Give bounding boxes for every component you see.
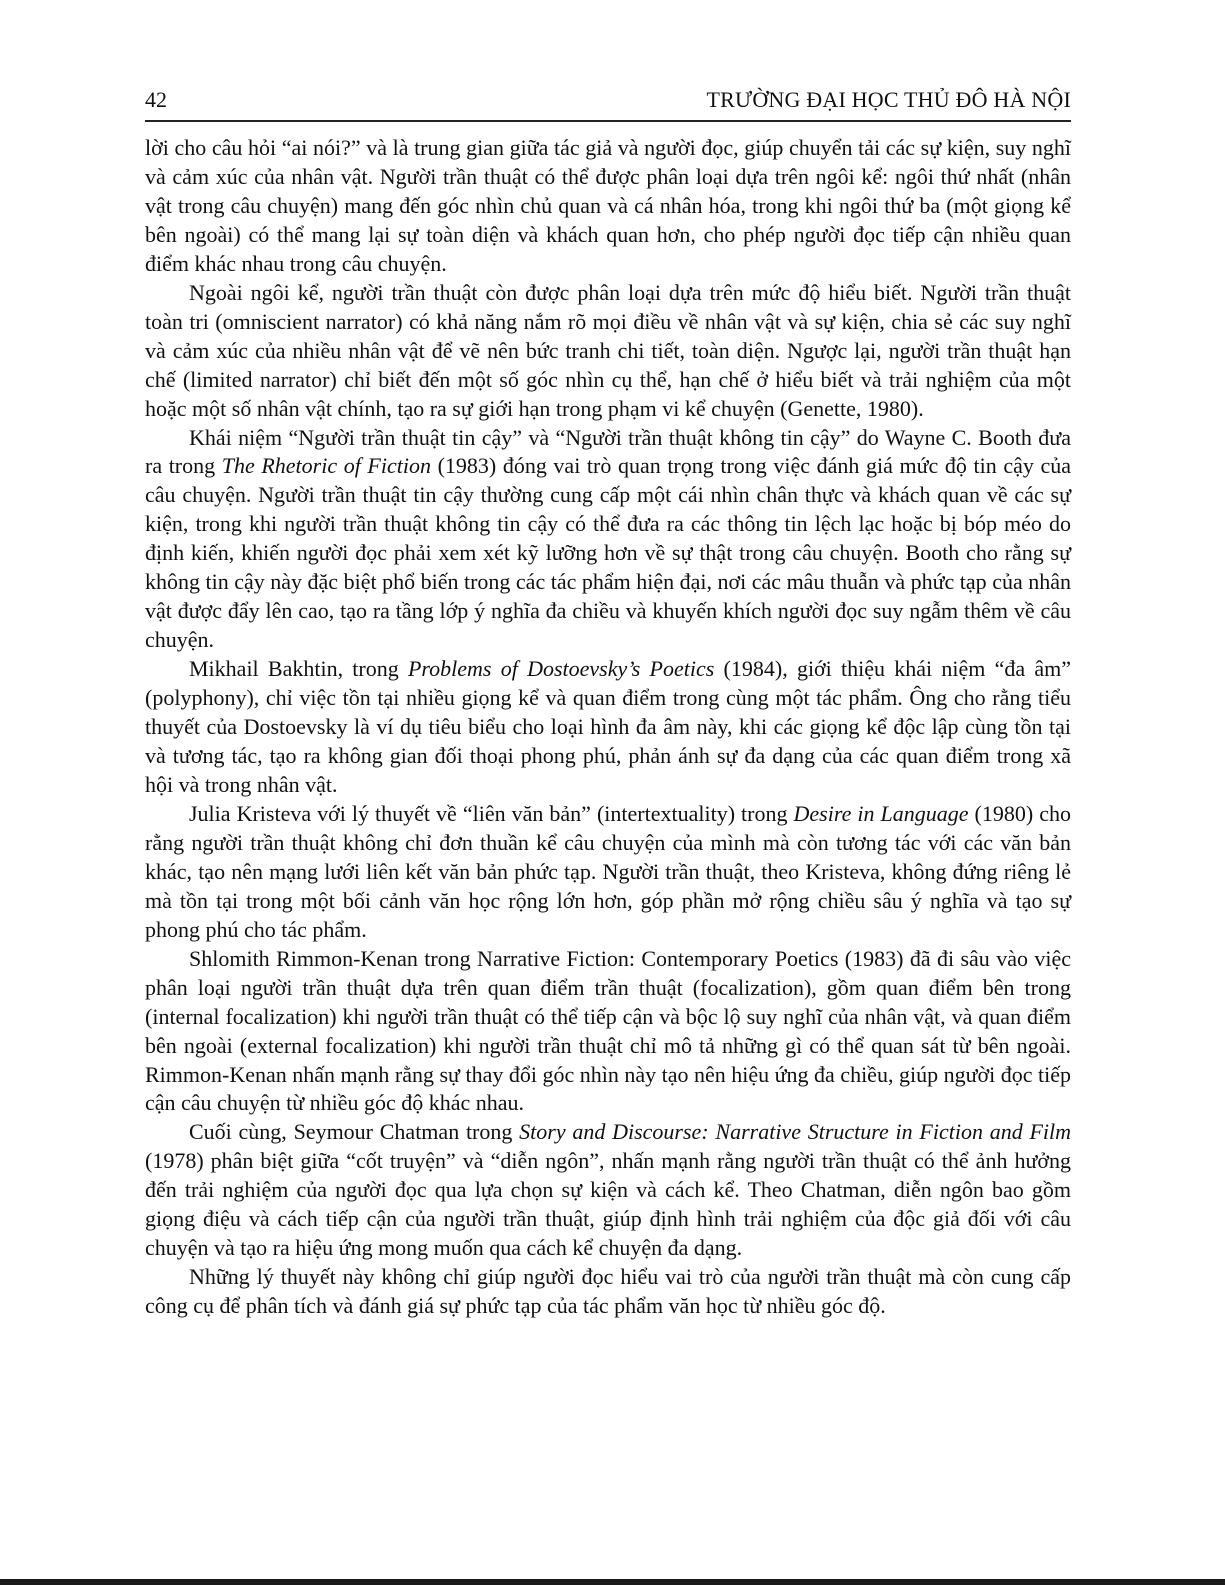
paragraph-text: Ngoài ngôi kể, người trần thuật còn được phân loại dựa trên mức độ hiểu biết. Người trần thuật toàn tri (omniscient narrator) có khả năng nắm rõ mọi điều về nhân vật và sự kiện, chia sẻ các suy nghĩ và cảm xúc của nhiều nhân vật để vẽ nên bức tranh chi tiết, toàn diện. Ngược lại, người trần thuật hạn chế (limited narrator) chỉ biết đến một số góc nhìn cụ thể, hạn chế ở hiểu biết và trải nghiệm của một hoặc một số nhân vật chính, tạo ra sự giới hạn trong phạm vi kể chuyện (Genette, 1980). bbox=[145, 279, 1071, 421]
scan-bottom-edge bbox=[0, 1579, 1225, 1585]
page-header bbox=[145, 86, 1071, 122]
paragraph-text: Những lý thuyết này không chỉ giúp người đọc hiểu vai trò của người trần thuật mà còn cung cấp công cụ để phân tích và đánh giá sự phức tạp của tác phẩm văn học từ nhiều góc độ. bbox=[145, 1264, 1071, 1319]
paragraph-text: Julia Kristeva với lý thuyết về “liên văn bản” (intertextuality) trong bbox=[189, 800, 794, 826]
page-number: 42 bbox=[145, 87, 167, 112]
book-title: Story and Discourse: Narrative Structure in Fiction and Film bbox=[519, 1119, 1072, 1145]
paragraph-text: Shlomith Rimmon-Kenan trong Narrative Fiction: Contemporary Poetics (1983) đã đi sâu vào việc phân loại người trần thuật dựa trên quan điểm trần thuật (focalization), gồm quan điểm bên trong (internal focalization) khi người trần thuật có thể tiếp cận và bộc lộ suy nghĩ của nhân vật, và quan điểm bên ngoài (external focalization) khi người trần thuật chỉ mô tả những gì có thể quan sát từ bên ngoài. Rimmon-Kenan nhấn mạnh rằng sự thay đổi góc nhìn này tạo nên hiệu ứng đa chiều, giúp người đọc tiếp cận câu chuyện từ nhiều góc độ khác nhau. bbox=[145, 945, 1071, 1116]
paragraph-text: (1983) đóng vai trò quan trọng trong việc đánh giá mức độ tin cậy của câu chuyện. Người trần thuật tin cậy thường cung cấp một cái nhìn chân thực và khách quan về các sự kiện, trong khi người trần thuật không tin cậy có thể đưa ra các thông tin lệch lạc hoặc bị bóp méo do định kiến, khiến người đọc phải xem xét kỹ lưỡng hơn về sự thật trong câu chuyện. Booth cho rằng sự không tin cậy này đặc biệt phổ biến trong các tác phẩm hiện đại, nơi các mâu thuẫn và phức tạp của nhân vật được đẩy lên cao, tạo ra tầng lớp ý nghĩa đa chiều và khuyến khích người đọc suy ngẫm thêm về câu chuyện. bbox=[145, 453, 1072, 653]
paragraph-kristeva-intertextuality bbox=[145, 800, 1071, 945]
paragraph-narrator-knowledge bbox=[145, 279, 1071, 424]
paragraph-text: lời cho câu hỏi “ai nói?” và là trung gian giữa tác giả và người đọc, giúp chuyển tải các sự kiện, suy nghĩ và cảm xúc của nhân vật. Người trần thuật có thể được phân loại dựa trên ngôi kể: ngôi thứ nhất (nhân vật trong câu chuyện) mang đến góc nhìn chủ quan và cá nhân hóa, trong khi ngôi thứ ba (một giọng kể bên ngoài) có thể mang lại sự toàn diện và khách quan hơn, cho phép người đọc tiếp cận nhiều quan điểm khác nhau trong câu chuyện. bbox=[145, 135, 1071, 276]
paragraph-rimmon-kenan-focalization bbox=[145, 945, 1071, 1119]
paragraph-text: (1980) cho rằng người trần thuật không chỉ đơn thuần kể câu chuyện của mình mà còn tương tác với các văn bản khác, tạo nên mạng lưới liên kết văn bản phức tạp. Người trần thuật, theo Kristeva, không đứng riêng lẻ mà tồn tại trong một bối cảnh văn học rộng lớn hơn, góp phần mở rộng chiều sâu ý nghĩa và tạo sự phong phú cho tác phẩm. bbox=[145, 800, 1071, 942]
paragraph-narrator-definition bbox=[145, 134, 1071, 279]
book-title: Problems of Dostoevsky’s Poetics bbox=[407, 656, 715, 682]
paragraph-booth-reliability bbox=[145, 424, 1071, 656]
paragraph-text: (1984), giới thiệu khái niệm “đa âm” (polyphony), chỉ việc tồn tại nhiều giọng kể và quan điểm trong cùng một tác phẩm. Ông cho rằng tiểu thuyết của Dostoevsky là ví dụ tiêu biểu cho loại hình đa âm này, khi các giọng kể độc lập cùng tồn tại và tương tác, tạo ra không gian đối thoại phong phú, phản ánh sự đa dạng của các quan điểm trong xã hội và trong nhân vật. bbox=[145, 656, 1072, 797]
paragraph-text: Khái niệm “Người trần thuật tin cậy” và “Người trần thuật không tin cậy” do Wayne C. Booth đưa ra trong bbox=[145, 424, 1071, 479]
journal-name: TRƯỜNG ĐẠI HỌC THỦ ĐÔ HÀ NỘI bbox=[706, 87, 1071, 112]
book-title: Desire in Language bbox=[793, 800, 969, 826]
book-title: The Rhetoric of Fiction bbox=[221, 453, 431, 479]
paragraph-text: (1978) phân biệt giữa “cốt truyện” và “diễn ngôn”, nhấn mạnh rằng người trần thuật có thể ảnh hưởng đến trải nghiệm của người đọc qua lựa chọn sự kiện và cách kể. Theo Chatman, diễn ngôn bao gồm giọng điệu và cách tiếp cận của người trần thuật, giúp định hình trải nghiệm của độc giả đối với câu chuyện và tạo ra hiệu ứng mong muốn qua cách kể chuyện đa dạng. bbox=[145, 1148, 1071, 1261]
paragraph-text: Mikhail Bakhtin, trong bbox=[189, 656, 408, 682]
paragraph-conclusion bbox=[145, 1263, 1071, 1321]
paragraph-chatman-discourse bbox=[145, 1118, 1071, 1263]
paragraph-text: Cuối cùng, Seymour Chatman trong bbox=[189, 1119, 520, 1145]
paragraph-bakhtin-polyphony bbox=[145, 655, 1071, 800]
body-text bbox=[145, 134, 1071, 1321]
